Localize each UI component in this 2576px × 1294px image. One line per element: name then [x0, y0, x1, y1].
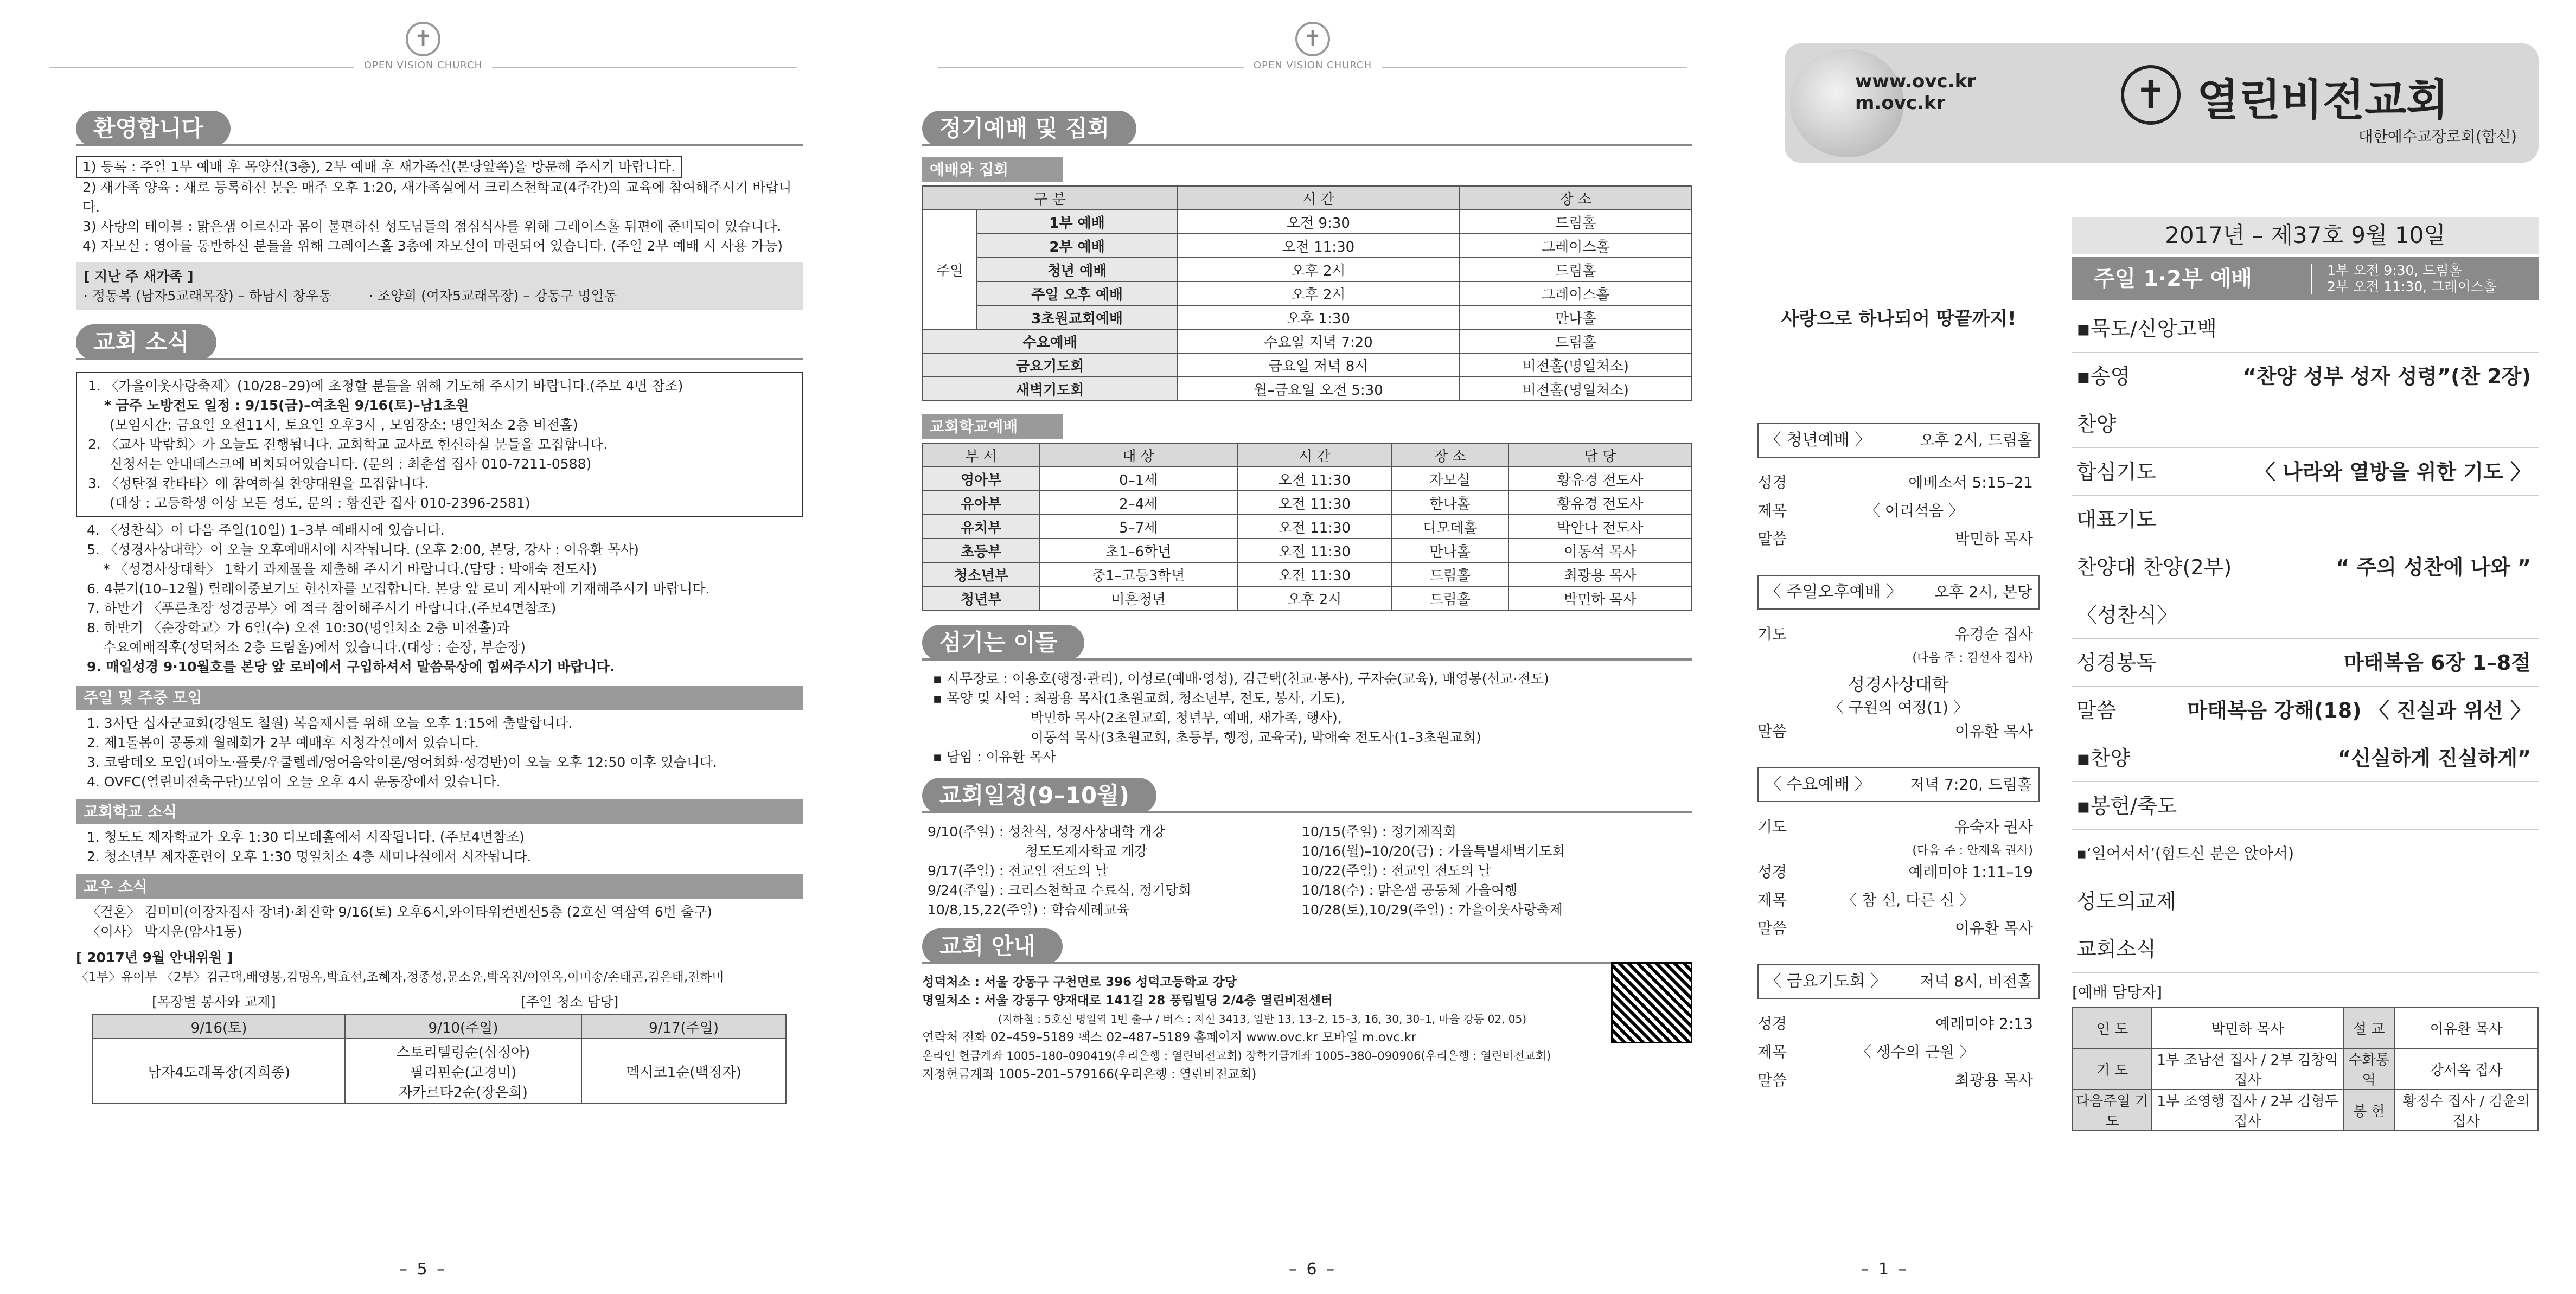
- info-header: 교회 안내: [922, 928, 1692, 964]
- main-service: [2072, 217, 2539, 1131]
- church-logo-icon: ✝: [1295, 22, 1330, 56]
- page-5: [0, 0, 846, 1294]
- news-header: 교회 소식: [76, 324, 803, 360]
- order-item: ▪찬양 “신실하게 진실하게”: [2072, 734, 2539, 782]
- servants-header: 섬기는 이들: [922, 625, 1692, 661]
- order-item: ▪묵도/신앙고백: [2072, 305, 2539, 353]
- worship-table: 구 분 시 간 장 소 주일 1부 예배 오전 9:30 드림홀 2부 예배 오전 11:30 그레이스홀 청년 예배 오후 2시 드림홀 주일 오후 예배 오후 2시 그레이스홀 3초원교회예배 오후 1:30 만나홀 수요예배 수요일 저녁 7:20 드림홀 금요기도회 금요일 저녁 8시 비전홀(명일처소) 새벽기도회 월–금요일 오전 5:30 비전홀(명일처소): [922, 185, 1692, 401]
- groups-header: 주일 및 주중 모임: [76, 686, 803, 710]
- worship-subheader: 예배와 집회: [922, 157, 1063, 182]
- duty-tables: [목장별 봉사와 교제] [주일 청소 담당] 9/16(토) 9/10(주일) 9/17(주일) 남자4도래목장(지희종) 스토리텔링순(심정아) 필리핀순(고경미) 자카르타2순(장은희) 멕시코1순(백정자): [76, 992, 803, 1106]
- info-list: 성덕처소 : 서울 강동구 구천면로 396 성덕고등학교 강당 명일처소 : 서울 강동구 양재대로 141길 28 풍림빌딩 2/4층 열린비전센터 (지하철 : 5호선 명일역 1번 출구 / 버스 : 지선 3413, 일반 13, 13–2, 15–3, 16, 30, 30–1, 마을 강동 02, 05) 연락처 전화 02–459–5189 팩스 02–487–5189 홈페이지 www.ovc.kr 모바일 m.ovc.kr 온라인 헌금계좌 1005–180–090419(우리은행 : 열린비전교회) 장학기금계좌 1005–380–090906(우리은행 : 열린비전교회) 지정헌금계좌 1005–201–579166(우리은행 : 열린비전교회): [922, 975, 1551, 1081]
- schedule-list: 9/10(주일) : 성찬식, 성경사상대학 개강 청도도제자학교 개강 9/17(주일) : 전교인 전도의 날 9/24(주일) : 크리스천학교 수료식, 정기당회 10/8,15,22(주일) : 학습세례교육 10/15(주일) : 정기제직회 10/16(월)–10/20(금) : 가을특별새벽기도회 10/22(주일) : 전교인 전도의 날 10/18(수) : 맑은샘 공동체 가을여행 10/28(토),10/29(주일) : 가을이웃사랑축제: [928, 824, 1565, 918]
- worship-header: 정기예배 및 집회: [922, 111, 1692, 146]
- friday-service-header: 〈 금요기도회 〉 저녁 8시, 비전홀: [1757, 964, 2040, 999]
- other-services: 〈 청년예배 〉 오후 2시, 드림홀 성경 에베소서 5:15–21 제목 〈 어리석음 〉 말씀 박민하 목사 〈 주일오후예배 〉 오후 2시, 본당 기도 유경순 집사 (다음 주 : 김선자 집사) 성경사상대학 〈 구원의 여정(1) 〉 말씀 이유환 목사 〈 수요예배 〉 저녁 7:20, 드림홀 기도 유숙자 권사 (다음 주 : 안재옥 권사) 성경 예레미야 1:11–19 제목 〈 참 신, 다른 신 〉 말씀 이유환 목사 〈 금요기도회 〉 저녁 8시, 비전홀 성경 예레미야 2:13 제목 〈 생수의 근원 〉 말씀 최광용 목사: [1757, 423, 2040, 1094]
- guides: [ 2017년 9월 안내위원 ] 〈1부〉유이부 〈2부〉김근택,배영봉,김명옥,박효선,조혜자,정종성,문소윤,박옥진/이연옥,이미송/손태곤,김은태,전하미: [76, 950, 724, 984]
- duty-label: [예배 담당자]: [2072, 983, 2162, 1001]
- page-number: – 6 –: [1288, 1260, 1337, 1279]
- worship-duty-table: 인 도 박민하 목사 설 교 이유환 목사 기 도 1부 조남선 집사 / 2부 김창익 집사 수화통역 강서옥 집사 다음주일 기도 1부 조영행 집사 / 2부 김형두 집사 봉 헌 황정수 집사 / 김윤의 집사: [2072, 1007, 2539, 1131]
- qr-code-icon: [1611, 962, 1692, 1043]
- church-motto: 사랑으로 하나되어 땅끝까지!: [1781, 308, 2016, 330]
- order-item: 성경봉독 마태복음 6장 1–8절: [2072, 639, 2539, 687]
- sschool-table: 부 서 대 상 시 간 장 소 담 당 영아부 0–1세 오전 11:30 자모실 황유경 전도사 유아부 2–4세 오전 11:30 한나홀 황유경 전도사 유치부 5–7세 오전 11:30 디모데홀 박안나 전도사 초등부 초1–6학년 오전 11:30 만나홀 이동석 목사 청소년부 중1–고등3학년 오전 11:30 드림홀 최광용 목사 청년부 미혼청년 오후 2시 드림홀 박민하 목사: [922, 443, 1692, 611]
- schedule-header: 교회일정(9–10월): [922, 778, 1692, 813]
- welcome-header: 환영합니다: [76, 111, 803, 146]
- order-item: 말씀 마태복음 강해(18) 〈 진실과 위선 〉: [2072, 687, 2539, 734]
- welcome-list: 1) 등록 : 주일 1부 예배 후 목양실(3층), 2부 예배 후 새가족실(본당앞쪽)을 방문해 주시기 바랍니다. 2) 새가족 양육 : 새로 등록하신 분은 매주 오후 1:20, 새가족실에서 크리스천학교(4주간)의 교육에 참여해주시기 바랍니다. 3) 사랑의 테이블 : 맑은샘 어르신과 몸이 불편하신 성도님들의 점심식사를 위해 그레이스홀 뒤편에 준비되어 있습니다. 4) 자모실 : 영아를 동반하신 분들을 위해 그레이스홀 3층에 자모실이 마련되어 있습니다. (주일 2부 예배 시 사용 가능): [76, 156, 803, 256]
- youth-service-header: 〈 청년예배 〉 오후 2시, 드림홀: [1757, 423, 2040, 458]
- order-item: 합심기도 〈 나라와 열방을 위한 기도 〉: [2072, 448, 2539, 496]
- church-name: 열린비전교회: [2197, 75, 2449, 125]
- order-item: ▪봉헌/축도: [2072, 782, 2539, 830]
- wednesday-service-header: 〈 수요예배 〉 저녁 7:20, 드림홀: [1757, 767, 2040, 802]
- news-list: 1. 〈가을이웃사랑축제〉(10/28–29)에 초청할 분들을 위해 기도해 주시기 바랍니다.(주보 4면 참조) * 금주 노방전도 일정 : 9/15(금)–여초원 9/16(토)–남1초원 (모임시간: 금요일 오전11시, 토요일 오후3시 , 모임장소: 명일처소 2층 비전홀) 2. 〈교사 박람회〉가 오늘도 진행됩니다. 교회학교 교사로 헌신하실 분들을 모집합니다. 신청서는 안내데스크에 비치되어있습니다. (문의 : 최춘섭 집사 010-7211-0588) 3. 〈성탄절 칸타타〉에 참여하실 찬양대원을 모집합니다. (대상 : 고등학생 이상 모든 성도, 문의 : 황진관 집사 010-2396-2581): [76, 372, 803, 517]
- duty-table: 9/16(토) 9/10(주일) 9/17(주일) 남자4도래목장(지희종) 스토리텔링순(심정아) 필리핀순(고경미) 자카르타2순(장은희) 멕시코1순(백정자): [92, 1014, 787, 1104]
- church-logo-icon: ✝: [406, 22, 440, 56]
- denomination: 대한예수교장로회(합신): [2358, 127, 2517, 145]
- church-logo-icon: ✝: [2121, 65, 2181, 125]
- page-6: [890, 0, 1736, 1294]
- cover-banner: [1785, 43, 2539, 163]
- order-item: 찬양: [2072, 400, 2539, 448]
- service-banner: 주일 1·2부 예배 1부 오전 9:30, 드림홀 2부 오전 11:30, 그레이스홀: [2072, 257, 2539, 300]
- page-number: – 1 –: [1861, 1260, 1909, 1279]
- info-block: [922, 973, 1692, 1084]
- school-list: 1. 청도도 제자학교가 오후 1:30 디모데홀에서 시작됩니다. (주보4면참조) 2. 청소년부 제자훈련이 오후 1:30 명일처소 4층 세미나실에서 시작됩니다.: [87, 829, 532, 864]
- order-item: 〈성찬식〉: [2072, 591, 2539, 639]
- page-1: [1757, 0, 2576, 1294]
- newcomers-box: [ 지난 주 새가족 ] · 정동복 (남자5교래목장) – 하남시 창우동 · 조양희 (여자5교래목장) – 강동구 명일동: [76, 262, 803, 310]
- church-logo-header: ✝ OPEN VISION CHURCH: [890, 22, 1736, 74]
- members-list: 〈결혼〉 김미미(이장자집사 장녀)·최진학 9/16(토) 오후6시,와이타워컨벤션5층 (2호선 역삼역 6번 출구) 〈이사〉 박지운(암사1동): [87, 904, 713, 939]
- bulletin-date: 2017년 – 제37호 9월 10일: [2072, 217, 2539, 254]
- church-logo-header: ✝ OPEN VISION CHURCH: [0, 22, 846, 74]
- church-urls: www.ovc.kr m.ovc.kr: [1855, 71, 1976, 114]
- order-item: 교회소식: [2072, 925, 2539, 973]
- order-item: 대표기도: [2072, 496, 2539, 543]
- groups-list: 1. 3사단 십자군교회(강원도 철원) 복음제시를 위해 오늘 오후 1:15에 출발합니다. 2. 제1돌봄이 공동체 월례회가 2부 예배후 시청각실에서 있습니다. 3. 코람데오 모임(피아노·플룻/우쿨렐레/영어음악이론/영어회화·성경반)이 오늘 오후 12:50 이후 있습니다. 4. OVFC(열린비전축구단)모임이 오늘 오후 4시 운동장에서 있습니다.: [87, 715, 717, 790]
- order-item: ▪송영 “찬양 성부 성자 성령”(찬 2장): [2072, 353, 2539, 400]
- servants-list: ▪ 시무장로 : 이용호(행정·관리), 이성로(예배·영성), 김근택(친교·봉사), 구자순(교육), 배영봉(선교·전도) ▪ 목양 및 사역 : 최광용 목사(1초원교회, 청소년부, 전도, 봉사, 기도), 박민하 목사(2초원교회, 청년부, 예배, 새가족, 행사), 이동석 목사(3초원교회, 초등부, 행정, 교육국), 박애숙 전도사(1–3초원교회) ▪ 담임 : 이유환 목사: [933, 671, 1549, 765]
- order-item: 찬양대 찬양(2부) “ 주의 성찬에 나와 ”: [2072, 543, 2539, 591]
- order-item: ▪‘일어서서’(힘드신 분은 앉아서): [2072, 830, 2539, 877]
- order-item: 성도의교제: [2072, 877, 2539, 925]
- page-number: – 5 –: [399, 1260, 448, 1279]
- sschool-subheader: 교회학교예배: [922, 414, 1063, 439]
- school-header: 교회학교 소식: [76, 799, 803, 824]
- members-header: 교우 소식: [76, 874, 803, 899]
- order-of-service: [2072, 305, 2539, 973]
- news-list-cont: 4. 〈성찬식〉이 다음 주일(10일) 1–3부 예배시에 있습니다. 5. 〈성경사상대학〉이 오늘 오후예배시에 시작됩니다. (오후 2:00, 본당, 강사 : 이유환 목사) * 〈성경사상대학〉 1학기 과제물을 제출해 주시기 바랍니다.(담당 : 박애숙 전도사) 6. 4분기(10–12월) 릴레이중보기도 헌신자를 모집합니다. 본당 앞 로비 게시판에 기재해주시기 바랍니다. 7. 하반기 〈푸른초장 성경공부〉에 적극 참여해주시기 바랍니다.(주보4면참조) 8. 하반기 〈순장학교〉가 6일(수) 오전 10:30(명일처소 2층 비전홀)과 수요예배직후(성덕처소 2층 드림홀)에서 있습니다.(대상 : 순장, 부순장) 9. 매일성경 9·10월호를 본당 앞 로비에서 구입하셔서 말씀묵상에 힘써주시기 바랍니다.: [87, 522, 710, 675]
- afternoon-service-header: 〈 주일오후예배 〉 오후 2시, 본당: [1757, 575, 2040, 610]
